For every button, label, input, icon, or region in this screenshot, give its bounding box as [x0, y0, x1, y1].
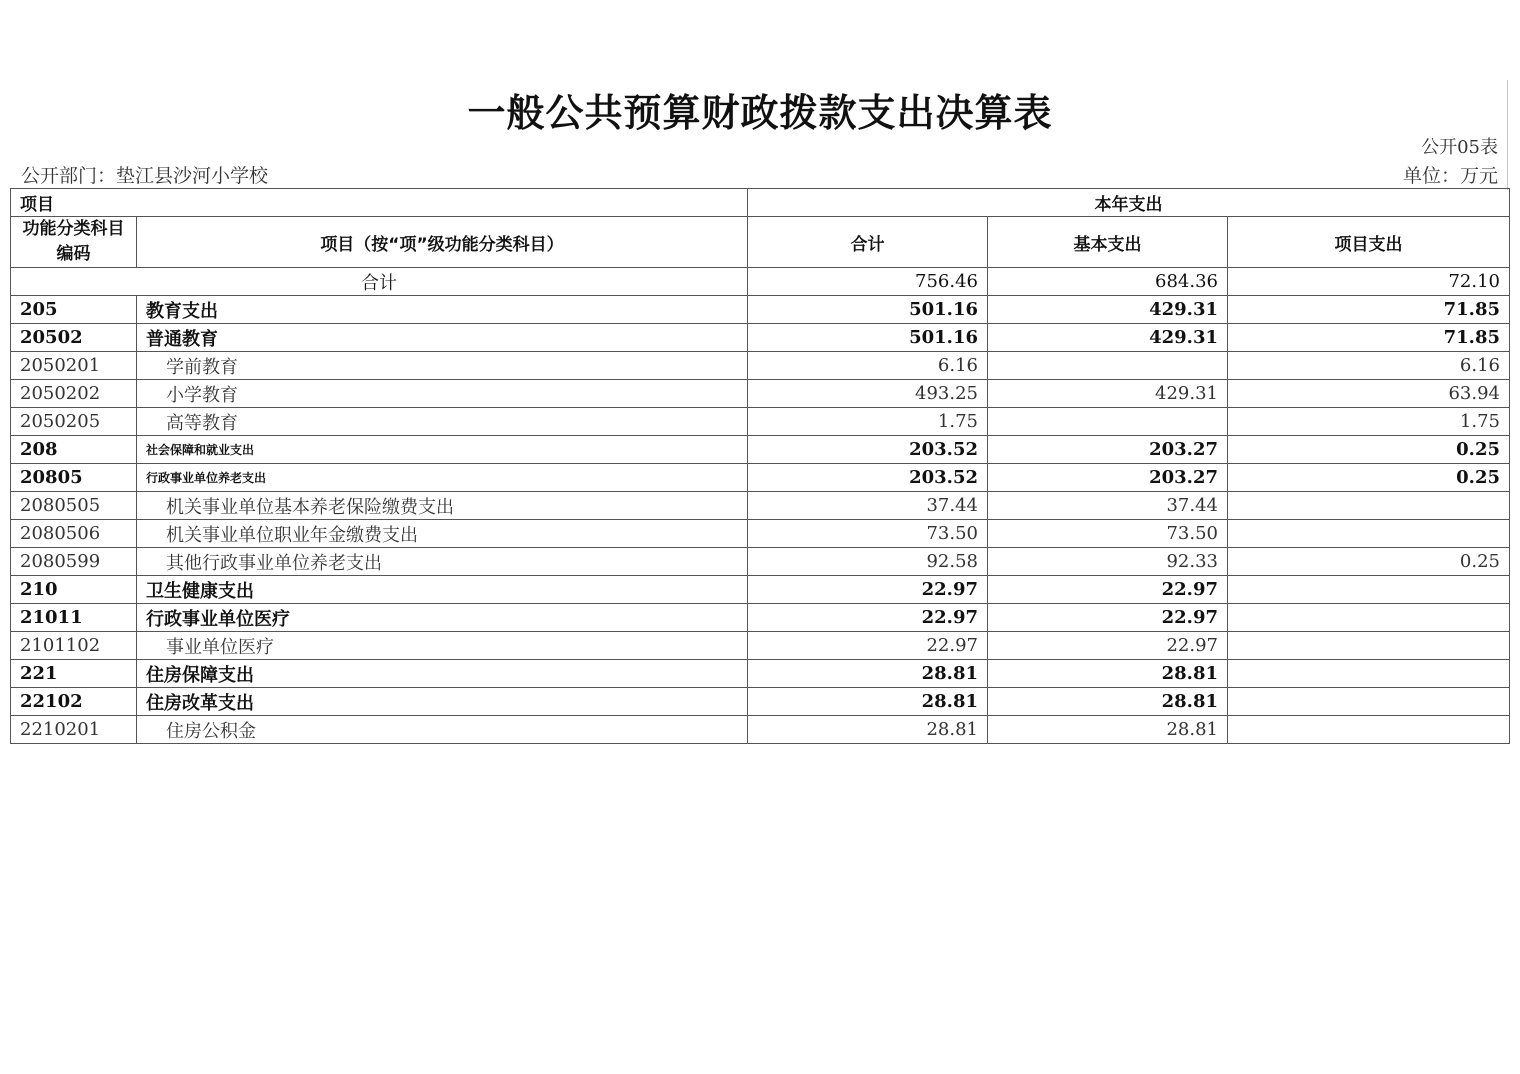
- row-code: 21011: [11, 604, 137, 632]
- row-total: 1.75: [748, 408, 988, 436]
- row-total: 22.97: [748, 604, 988, 632]
- header-project: 项目: [11, 189, 748, 217]
- row-project: 63.94: [1228, 380, 1510, 408]
- department-label: 公开部门：垫江县沙河小学校: [21, 165, 269, 187]
- row-code: 2101102: [11, 632, 137, 660]
- row-total: 203.52: [748, 436, 988, 464]
- row-code: 2080506: [11, 520, 137, 548]
- row-code: 2050202: [11, 380, 137, 408]
- row-project: [1228, 520, 1510, 548]
- table-row: [11, 548, 1510, 576]
- row-name: 普通教育: [137, 324, 748, 352]
- row-name: 小学教育: [137, 380, 748, 408]
- row-name: 机关事业单位基本养老保险缴费支出: [137, 492, 748, 520]
- row-name: 社会保障和就业支出: [137, 436, 748, 464]
- row-project: [1228, 492, 1510, 520]
- table-row: [11, 464, 1510, 492]
- header-row-top: [11, 189, 1510, 217]
- row-name: 学前教育: [137, 352, 748, 380]
- row-code: 221: [11, 660, 137, 688]
- row-total: 73.50: [748, 520, 988, 548]
- header-name-column: 项目（按“项”级功能分类科目）: [137, 217, 748, 268]
- row-code: 2080505: [11, 492, 137, 520]
- row-code: 210: [11, 576, 137, 604]
- row-code: 20502: [11, 324, 137, 352]
- row-total: 28.81: [748, 716, 988, 744]
- row-project: 0.25: [1228, 464, 1510, 492]
- row-code: 22102: [11, 688, 137, 716]
- row-project: 0.25: [1228, 548, 1510, 576]
- row-basic: 28.81: [988, 660, 1228, 688]
- row-name: 住房改革支出: [137, 688, 748, 716]
- row-name: 卫生健康支出: [137, 576, 748, 604]
- row-total: 6.16: [748, 352, 988, 380]
- row-name: 教育支出: [137, 296, 748, 324]
- total-row: [11, 268, 1510, 296]
- row-project: [1228, 660, 1510, 688]
- row-basic: [988, 352, 1228, 380]
- row-project: 71.85: [1228, 296, 1510, 324]
- table-row: [11, 380, 1510, 408]
- row-basic: 73.50: [988, 520, 1228, 548]
- row-name: 高等教育: [137, 408, 748, 436]
- row-project: [1228, 688, 1510, 716]
- table-row: [11, 324, 1510, 352]
- row-basic: 203.27: [988, 464, 1228, 492]
- form-number: 公开05表: [1421, 137, 1498, 158]
- row-basic: 203.27: [988, 436, 1228, 464]
- total-project: 72.10: [1228, 268, 1510, 296]
- row-project: [1228, 716, 1510, 744]
- row-basic: 37.44: [988, 492, 1228, 520]
- table-row: [11, 716, 1510, 744]
- row-basic: 429.31: [988, 324, 1228, 352]
- row-total: 493.25: [748, 380, 988, 408]
- row-name: 住房保障支出: [137, 660, 748, 688]
- header-project-column: 项目支出: [1228, 217, 1510, 268]
- row-basic: 22.97: [988, 576, 1228, 604]
- row-project: 0.25: [1228, 436, 1510, 464]
- total-basic: 684.36: [988, 268, 1228, 296]
- row-total: 28.81: [748, 688, 988, 716]
- row-code: 2050205: [11, 408, 137, 436]
- total-label: 合计: [11, 268, 748, 296]
- header-row-columns: [11, 217, 1510, 268]
- table-row: [11, 492, 1510, 520]
- row-code: 20805: [11, 464, 137, 492]
- table-row: [11, 352, 1510, 380]
- row-name: 行政事业单位医疗: [137, 604, 748, 632]
- table-row: [11, 604, 1510, 632]
- row-code: 2210201: [11, 716, 137, 744]
- row-total: 28.81: [748, 660, 988, 688]
- row-project: [1228, 576, 1510, 604]
- header-code-column: 功能分类科目编码: [11, 217, 137, 268]
- row-project: [1228, 604, 1510, 632]
- row-total: 22.97: [748, 576, 988, 604]
- row-project: 6.16: [1228, 352, 1510, 380]
- row-basic: 22.97: [988, 632, 1228, 660]
- row-basic: 28.81: [988, 716, 1228, 744]
- row-basic: [988, 408, 1228, 436]
- row-basic: 22.97: [988, 604, 1228, 632]
- table-row: [11, 632, 1510, 660]
- unit-label: 单位：万元: [1402, 165, 1498, 187]
- row-code: 208: [11, 436, 137, 464]
- table-row: [11, 660, 1510, 688]
- table-row: [11, 576, 1510, 604]
- header-total-column: 合计: [748, 217, 988, 268]
- row-project: 71.85: [1228, 324, 1510, 352]
- row-basic: 429.31: [988, 296, 1228, 324]
- table-row: [11, 520, 1510, 548]
- budget-table: [10, 188, 1510, 744]
- table-row: [11, 688, 1510, 716]
- row-total: 37.44: [748, 492, 988, 520]
- row-basic: 28.81: [988, 688, 1228, 716]
- row-name: 事业单位医疗: [137, 632, 748, 660]
- row-code: 2050201: [11, 352, 137, 380]
- row-project: 1.75: [1228, 408, 1510, 436]
- row-total: 22.97: [748, 632, 988, 660]
- table-row: [11, 408, 1510, 436]
- table-row: [11, 296, 1510, 324]
- row-basic: 92.33: [988, 548, 1228, 576]
- row-name: 行政事业单位养老支出: [137, 464, 748, 492]
- row-total: 501.16: [748, 324, 988, 352]
- row-name: 机关事业单位职业年金缴费支出: [137, 520, 748, 548]
- row-name: 其他行政事业单位养老支出: [137, 548, 748, 576]
- row-name: 住房公积金: [137, 716, 748, 744]
- page-title: 一般公共预算财政拨款支出决算表: [467, 91, 1053, 135]
- row-total: 203.52: [748, 464, 988, 492]
- row-total: 501.16: [748, 296, 988, 324]
- total-amount: 756.46: [748, 268, 988, 296]
- header-basic-column: 基本支出: [988, 217, 1228, 268]
- row-total: 92.58: [748, 548, 988, 576]
- row-code: 205: [11, 296, 137, 324]
- table-row: [11, 436, 1510, 464]
- row-code: 2080599: [11, 548, 137, 576]
- row-basic: 429.31: [988, 380, 1228, 408]
- row-project: [1228, 632, 1510, 660]
- header-current-year: 本年支出: [748, 189, 1510, 217]
